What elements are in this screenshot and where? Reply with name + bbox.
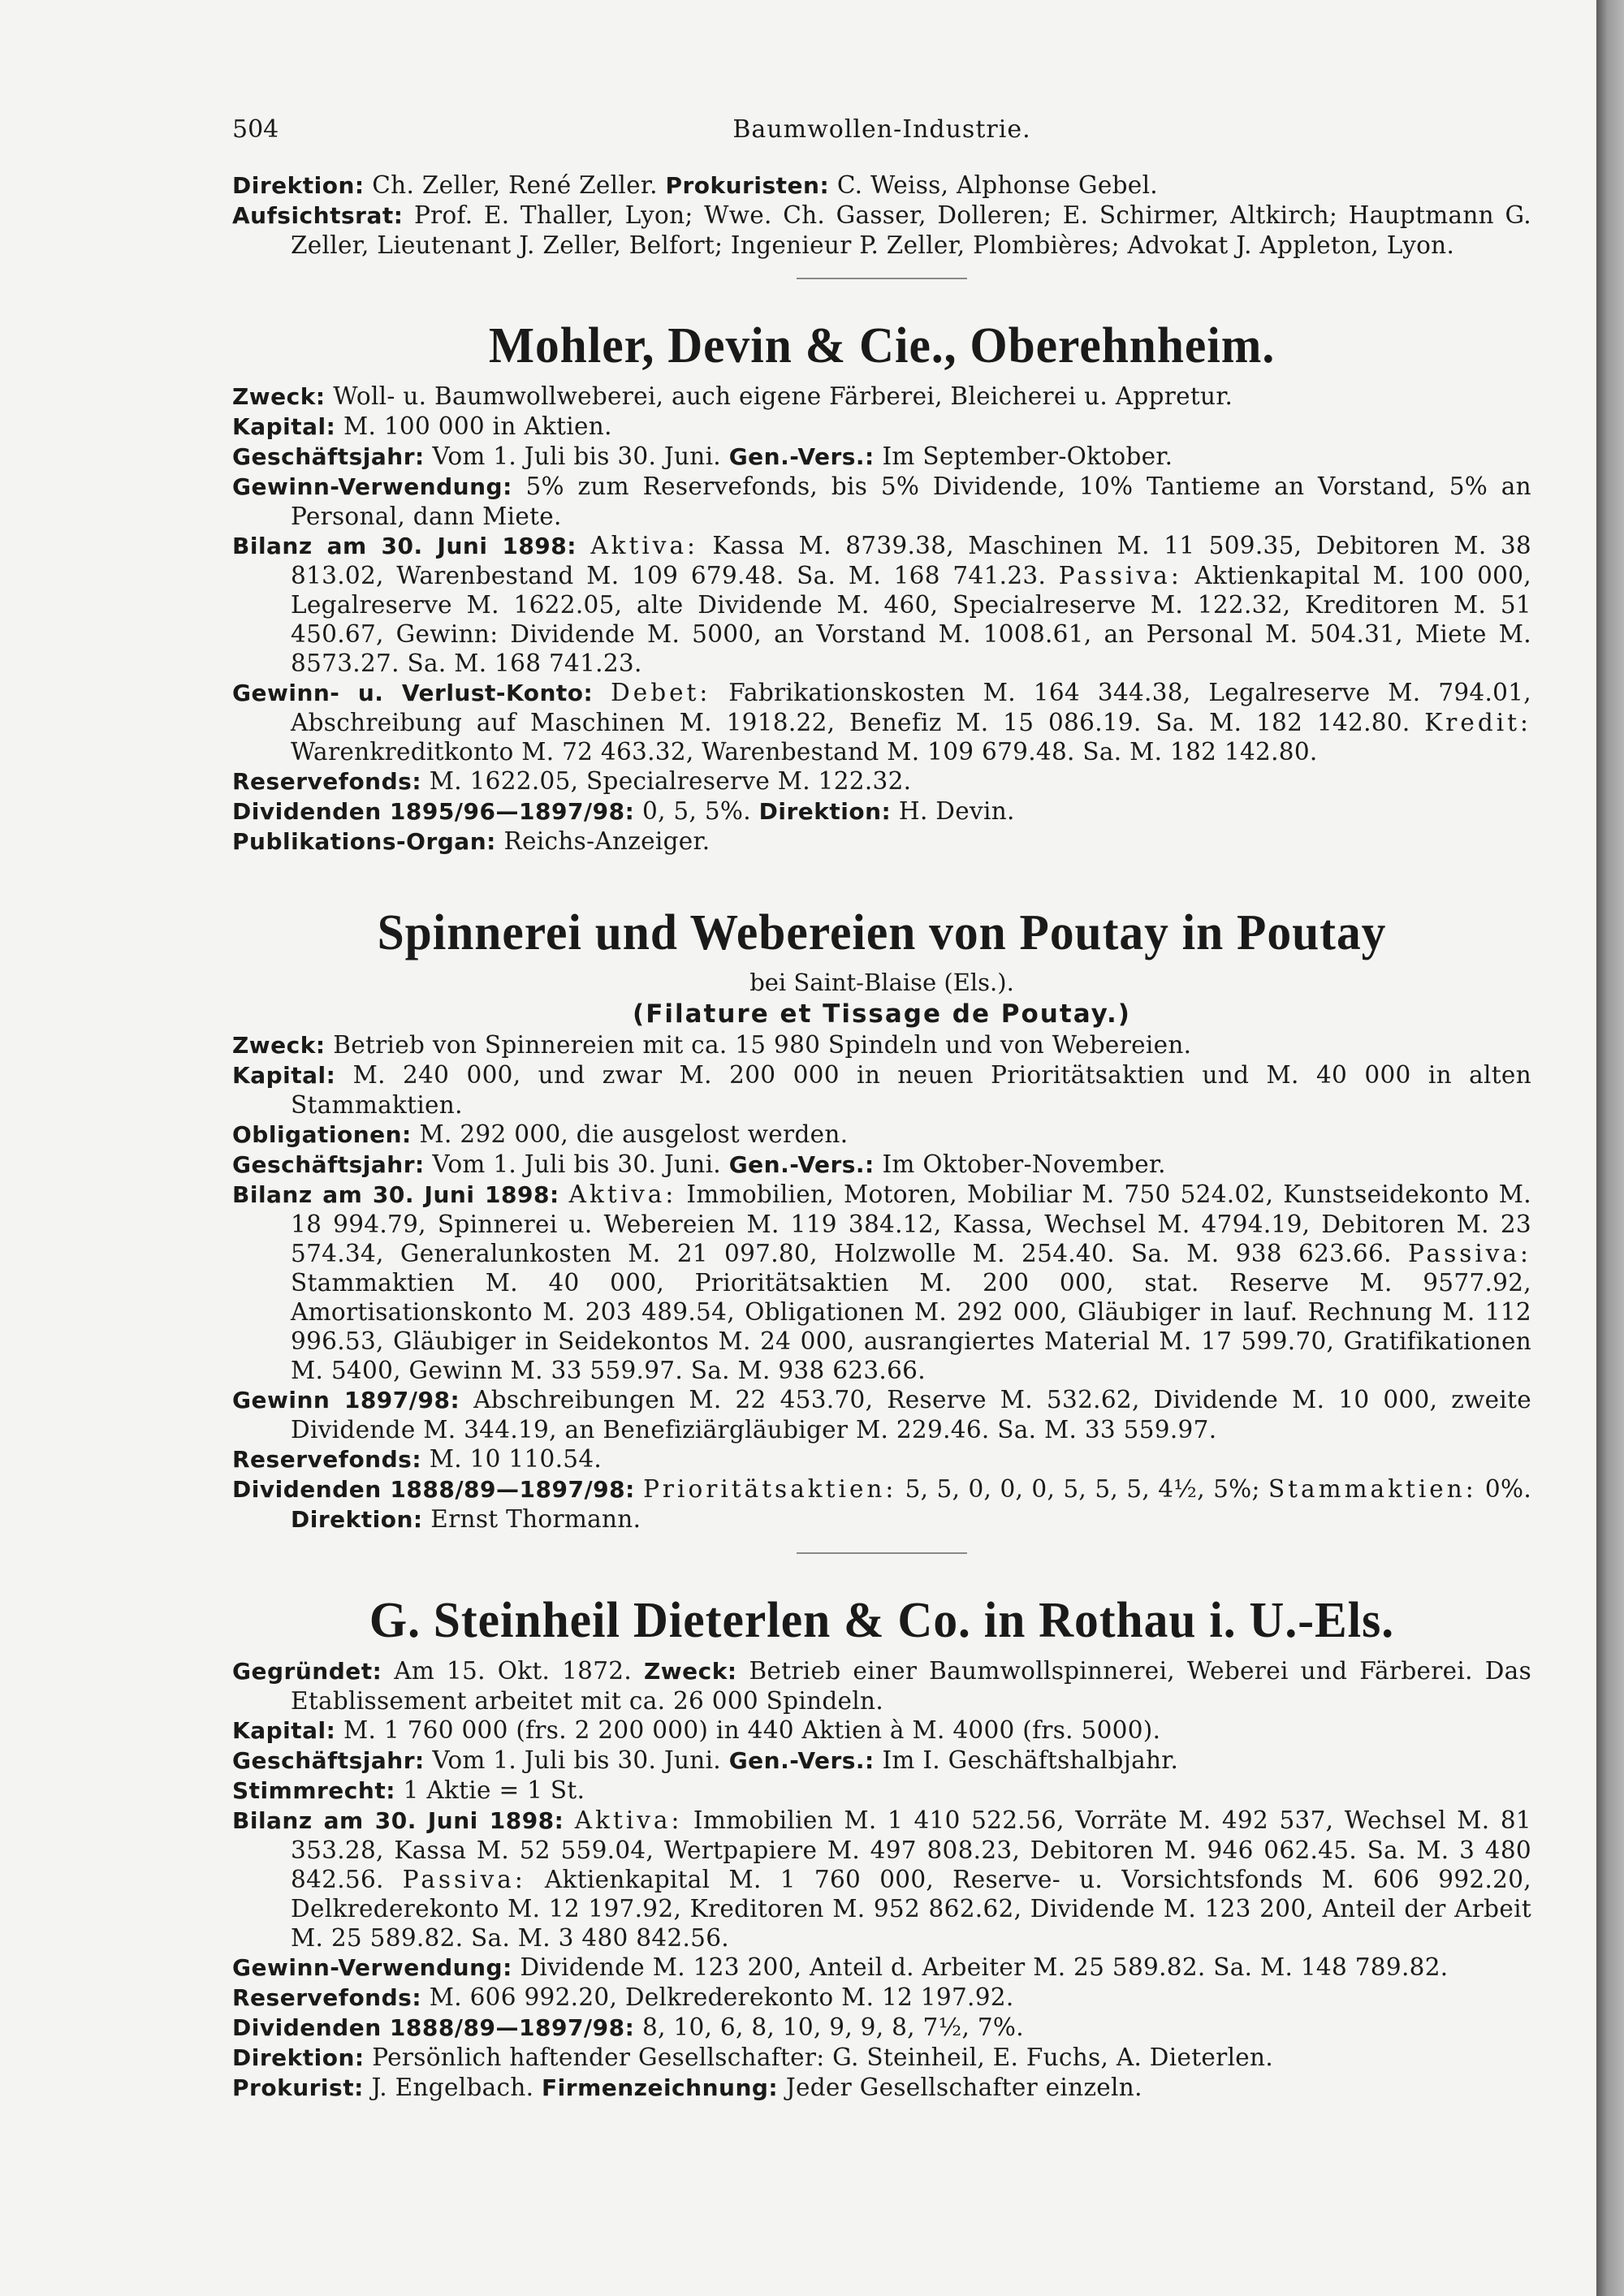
entry-text: 0%.: [1484, 1475, 1531, 1503]
section-divider: [797, 278, 967, 279]
entry-label: Reservefonds:: [232, 1446, 422, 1473]
entry-label: Kapital:: [232, 1717, 336, 1744]
entry-subhead: Prioritätsaktien:: [643, 1475, 897, 1503]
entry-kapital: [232, 1716, 1531, 1746]
entry-publikations-organ: [232, 826, 1531, 857]
entry-gegruendet: [232, 1656, 1531, 1716]
page-content: [232, 106, 1531, 2103]
entry-text: Warenkreditkonto M. 72 463.32, Warenbestand M. 109 679.48. Sa. M. 182 142.80.: [291, 738, 1318, 766]
entry-label: Dividenden 1888/89—1897/98:: [232, 2014, 635, 2041]
entry-text: C. Weiss, Alphonse Gebel.: [836, 171, 1158, 199]
entry-text: Betrieb einer Baumwollspinnerei, Weberei und Färberei. Das Etablissement arbeitet mit ca. 26 000 Spindeln.: [291, 1657, 1532, 1715]
entry-label: Gegründet:: [232, 1658, 382, 1685]
entry-label: Reservefonds:: [232, 1984, 422, 2011]
entry-direktion: [232, 2043, 1531, 2073]
entry-text: Ernst Thormann.: [430, 1505, 641, 1533]
entry-label: Dividenden 1895/96—1897/98:: [232, 798, 635, 825]
entry-label: Gewinn-Verwendung:: [232, 1954, 512, 1981]
entry-subhead: Aktiva:: [590, 532, 698, 559]
entry-direktion-prokuristen: [232, 170, 1531, 201]
entry-geschaeftsjahr: [232, 442, 1531, 472]
entry-subhead: Debet:: [611, 679, 711, 706]
company-subtitle: bei Saint-Blaise (Els.).: [749, 969, 1014, 996]
entry-text: M. 240 000, und zwar M. 200 000 in neuen Prioritätsaktien und M. 40 000 in alten Stammaktien.: [291, 1061, 1531, 1119]
entry-stimmrecht: [232, 1776, 1531, 1806]
entry-text: Stammaktien M. 40 000, Prioritätsaktien M. 200 000, stat. Reserve M. 9577.92, Amortisationskonto M. 203 489.54, Obligationen M. 292 000, Gläubiger in lauf. Rechnung M. 112 996.53, Gläubiger in Seidekontos M. 24 000, ausrangiertes Material M. 17 599.70, Gratifikationen M. 5400, Gewinn M. 33 559.97. Sa. M. 938 623.66.: [291, 1269, 1531, 1384]
entry-text: 5, 5, 0, 0, 0, 5, 5, 5, 4½, 5%;: [905, 1475, 1260, 1503]
entry-text: Betrieb von Spinnereien mit ca. 15 980 Spindeln und von Webereien.: [333, 1031, 1192, 1059]
entry-text: Aktienkapital M. 100 000, Legalreserve M. 1622.05, alte Dividende M. 460, Specialreserve M. 122.32, Kreditoren M. 51 450.67, Gewinn: Dividende M. 5000, an Vorstand M. 1008.61, an Personal M. 504.31, Miete M. 8573.27. Sa. M. 168 741.23.: [291, 562, 1531, 677]
entry-text: H. Devin.: [898, 797, 1015, 825]
entry-zweck: [232, 382, 1531, 412]
entry-reservefonds: [232, 766, 1531, 796]
entry-text: Dividende M. 123 200, Anteil d. Arbeiter M. 25 589.82. Sa. M. 148 789.82.: [520, 1953, 1449, 1981]
entry-text: M. 1 760 000 (frs. 2 200 000) in 440 Aktien à M. 4000 (frs. 5000).: [343, 1716, 1161, 1744]
entry-text: Am 15. Okt. 1872.: [394, 1657, 633, 1685]
entry-dividenden: [232, 2013, 1531, 2043]
entry-gewinn-verlust: [232, 678, 1531, 766]
entry-label: Zweck:: [643, 1658, 737, 1685]
entry-label: Bilanz am 30. Juni 1898:: [232, 533, 577, 559]
entry-label: Direktion:: [291, 1506, 423, 1533]
entry-bilanz: [232, 1806, 1531, 1953]
entry-subhead: Kredit:: [1424, 709, 1531, 736]
entry-subhead: Aktiva:: [568, 1180, 677, 1208]
entry-text: Fabrikationskosten M. 164 344.38, Legalreserve M. 794.01, Abschreibung auf Maschinen M. 1918.22, Benefiz M. 15 086.19. Sa. M. 182 142.80.: [291, 679, 1531, 736]
entry-text: Vom 1. Juli bis 30. Juni.: [432, 1150, 721, 1178]
company-heading-mohler: Mohler, Devin & Cie., Oberehnheim.: [488, 318, 1276, 373]
entry-label: Gewinn 1897/98:: [232, 1387, 460, 1413]
entry-gewinn-verwendung: [232, 472, 1531, 531]
entry-label: Obligationen:: [232, 1121, 412, 1148]
entry-prokurist: [232, 2073, 1531, 2103]
entry-subhead: Stammaktien:: [1268, 1475, 1477, 1503]
entry-gewinn: [232, 1385, 1531, 1444]
entry-label: Aufsichtsrat:: [232, 202, 404, 229]
entry-aufsichtsrat: [232, 201, 1531, 260]
entry-text: Prof. E. Thaller, Lyon; Wwe. Ch. Gasser, Dolleren; E. Schirmer, Altkirch; Hauptmann G. Zeller, Lieutenant J. Zeller, Belfort; Ingenieur P. Zeller, Plombières; Advokat J. Appleton, Lyon.: [291, 201, 1531, 259]
entry-text: J. Engelbach.: [371, 2074, 534, 2101]
entry-label: Gen.-Vers.:: [728, 1151, 875, 1178]
entry-text: Woll- u. Baumwollweberei, auch eigene Färberei, Bleicherei u. Appretur.: [333, 382, 1233, 410]
entry-label: Gen.-Vers.:: [728, 1747, 875, 1774]
entry-label: Kapital:: [232, 1062, 336, 1089]
entry-text: M. 606 992.20, Delkrederekonto M. 12 197.92.: [429, 1983, 1014, 2011]
entry-zweck: [232, 1030, 1531, 1060]
entry-label: Gewinn-Verwendung:: [232, 473, 512, 500]
entry-label: Dividenden 1888/89—1897/98:: [232, 1476, 635, 1503]
entry-text: Vom 1. Juli bis 30. Juni.: [432, 442, 721, 470]
entry-label: Bilanz am 30. Juni 1898:: [232, 1181, 559, 1208]
entry-text: Immobilien, Motoren, Mobiliar M. 750 524.02, Kunstseidekonto M. 18 994.79, Spinnerei u. Webereien M. 119 384.12, Kassa, Wechsel M. 4794.19, Debitoren M. 23 574.34, Generalunkosten M. 21 097.80, Holzwolle M. 254.40. Sa. M. 938 623.66.: [291, 1180, 1531, 1267]
entry-reservefonds: [232, 1444, 1531, 1474]
entry-text: Im I. Geschäftshalbjahr.: [882, 1746, 1179, 1774]
entry-obligationen: [232, 1120, 1531, 1150]
entry-text: M. 292 000, die ausgelost werden.: [419, 1120, 849, 1148]
entry-text: 1 Aktie = 1 St.: [403, 1776, 585, 1804]
entry-label: Direktion:: [232, 2044, 365, 2071]
entry-label: Kapital:: [232, 413, 336, 440]
entry-kapital: [232, 1060, 1531, 1120]
entry-subhead: Passiva:: [1407, 1240, 1531, 1267]
entry-dividenden: [232, 796, 1531, 826]
entry-text: Im September-Oktober.: [882, 442, 1173, 470]
entry-text: M. 100 000 in Aktien.: [343, 412, 612, 440]
entry-text: Abschreibungen M. 22 453.70, Reserve M. 532.62, Dividende M. 10 000, zweite Dividende M. 344.19, an Benefiziärgläubiger M. 229.46. Sa. M. 33 559.97.: [291, 1386, 1531, 1444]
entry-label: Gen.-Vers.:: [728, 443, 875, 470]
entry-label: Bilanz am 30. Juni 1898:: [232, 1807, 564, 1834]
entry-text: 0, 5, 5%.: [642, 797, 751, 825]
entry-label: Stimmrecht:: [232, 1777, 395, 1804]
section-divider: [797, 1552, 967, 1554]
entry-text: Immobilien M. 1 410 522.56, Vorräte M. 492 537, Wechsel M. 81 353.28, Kassa M. 52 559.04, Wertpapiere M. 497 808.23, Debitoren M. 946 062.45. Sa. M. 3 480 842.56.: [291, 1806, 1531, 1893]
entry-text: M. 1622.05, Specialreserve M. 122.32.: [429, 767, 912, 795]
entry-text: Kassa M. 8739.38, Maschinen M. 11 509.35, Debitoren M. 38 813.02, Warenbestand M. 109 679.48. Sa. M. 168 741.23.: [291, 532, 1531, 589]
entry-text: Ch. Zeller, René Zeller.: [372, 171, 658, 199]
entry-text: Im Oktober-November.: [882, 1150, 1166, 1178]
entry-gewinn-verwendung: [232, 1953, 1531, 1983]
entry-text: Jeder Gesellschafter einzeln.: [785, 2074, 1142, 2101]
page-edge-shadow: [1596, 0, 1624, 2296]
entry-bilanz: [232, 531, 1531, 678]
running-title: Baumwollen-Industrie.: [732, 115, 1031, 144]
company-heading-steinheil: G. Steinheil Dieterlen & Co. in Rothau i. U.-Els.: [369, 1593, 1395, 1648]
entry-reservefonds: [232, 1983, 1531, 2013]
entry-label: Direktion:: [758, 798, 892, 825]
entry-label: Geschäftsjahr:: [232, 1747, 425, 1774]
entry-label: Reservefonds:: [232, 768, 422, 795]
entry-geschaeftsjahr: [232, 1150, 1531, 1180]
entry-kapital: [232, 412, 1531, 442]
company-heading-poutay: Spinnerei und Webereien von Poutay in Poutay: [377, 905, 1387, 960]
entry-label: Geschäftsjahr:: [232, 1151, 425, 1178]
entry-text: 5% zum Reservefonds, bis 5% Dividende, 10% Tantieme an Vorstand, 5% an Personal, dann Miete.: [291, 473, 1531, 530]
entry-label: Direktion:: [232, 172, 365, 199]
entry-text: Vom 1. Juli bis 30. Juni.: [432, 1746, 721, 1774]
entry-label: Prokuristen:: [665, 172, 830, 199]
entry-text: Reichs-Anzeiger.: [503, 827, 710, 855]
entry-label: Zweck:: [232, 383, 326, 410]
entry-label: Firmenzeichnung:: [542, 2074, 779, 2101]
page-number: 504: [232, 115, 279, 144]
running-head: [232, 106, 1531, 154]
entry-text: Persönlich haftender Gesellschafter: G. Steinheil, E. Fuchs, A. Dieterlen.: [372, 2044, 1274, 2071]
entry-label: Gewinn- u. Verlust-Konto:: [232, 680, 594, 706]
entry-label: Prokurist:: [232, 2074, 364, 2101]
entry-geschaeftsjahr: [232, 1746, 1531, 1776]
company-french-name: (Filature et Tissage de Poutay.): [633, 999, 1131, 1029]
entry-text: Aktienkapital M. 1 760 000, Reserve- u. Vorsichtsfonds M. 606 992.20, Delkrederekonto M. 12 197.92, Kreditoren M. 952 862.62, Dividende M. 123 200, Anteil der Arbeit M. 25 589.82. Sa. M. 3 480 842.56.: [291, 1866, 1531, 1952]
entry-subhead: Passiva:: [402, 1866, 526, 1893]
entry-label: Geschäftsjahr:: [232, 443, 425, 470]
entry-label: Publikations-Organ:: [232, 828, 496, 855]
entry-dividenden: [232, 1474, 1531, 1534]
entry-text: M. 10 110.54.: [429, 1445, 603, 1473]
entry-bilanz: [232, 1180, 1531, 1385]
entry-subhead: Aktiva:: [574, 1806, 683, 1834]
entry-label: Zweck:: [232, 1032, 326, 1059]
entry-text: 8, 10, 6, 8, 10, 9, 9, 8, 7½, 7%.: [642, 2013, 1024, 2041]
entry-subhead: Passiva:: [1058, 562, 1182, 589]
